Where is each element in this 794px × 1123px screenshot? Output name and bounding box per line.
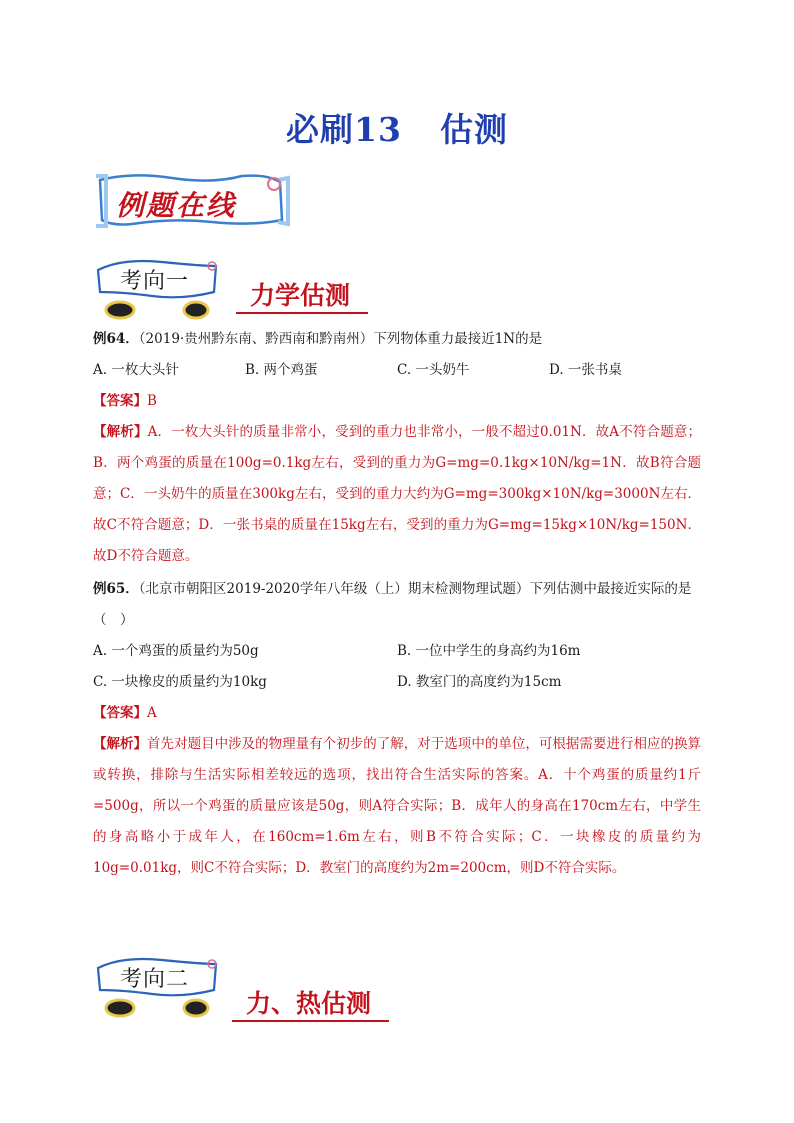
question-stem xyxy=(93,324,701,355)
analysis-label: 【解析】 xyxy=(93,736,148,752)
question-64 xyxy=(93,324,701,572)
badge-text: 考向一 xyxy=(120,269,190,294)
page-title xyxy=(0,104,794,151)
section-title-2: 力、热估测 xyxy=(232,988,389,1022)
options-row xyxy=(93,355,701,386)
badge-text: 考向二 xyxy=(120,967,190,992)
section-badge-2 xyxy=(92,950,232,1022)
title-main: 必刷13 xyxy=(286,110,402,149)
section-title-1: 力学估测 xyxy=(236,280,368,314)
question-stem xyxy=(93,574,701,636)
option-d: D. 一张书桌 xyxy=(549,362,622,378)
question-number: 例65． xyxy=(93,581,139,597)
option-a: A. 一个鸡蛋的质量约为50g xyxy=(93,643,259,659)
options-row xyxy=(93,667,701,698)
analysis xyxy=(93,729,701,884)
option-a: A. 一枚大头针 xyxy=(93,362,179,378)
answer-line xyxy=(93,386,701,417)
option-c: C. 一头奶牛 xyxy=(397,362,470,378)
answer-value: B xyxy=(147,393,157,409)
analysis xyxy=(93,417,701,572)
example-banner xyxy=(92,170,292,232)
title-sub: 估测 xyxy=(439,110,508,149)
question-65 xyxy=(93,574,701,884)
question-text: 下列物体重力最接近1N的是 xyxy=(373,331,543,347)
analysis-label: 【解析】 xyxy=(93,424,148,440)
option-d: D. 教室门的高度约为15cm xyxy=(397,674,562,690)
option-b: B. 一位中学生的身高约为16m xyxy=(397,643,581,659)
answer-label: 【答案】 xyxy=(93,705,147,721)
question-number: 例64． xyxy=(93,331,139,347)
answer-line xyxy=(93,698,701,729)
question-text: 下列估测中最接近实际的是（ ） xyxy=(93,581,692,628)
answer-label: 【答案】 xyxy=(93,393,147,409)
question-source: （北京市朝阳区2019-2020学年八年级（上）期末检测物理试题） xyxy=(138,581,530,597)
banner-text: 例题在线 xyxy=(116,189,237,222)
section-badge-1 xyxy=(92,252,232,324)
option-c: C. 一块橡皮的质量约为10kg xyxy=(93,674,267,690)
analysis-text: 首先对题目中涉及的物理量有个初步的了解，对于选项中的单位，可根据需要进行相应的换算或转换，排除与生活实际相差较远的选项，找出符合生活实际的答案。A．十个鸡蛋的质量约1斤=500g，所以一个鸡蛋的质量应该是50g，则A符合实际；B．成年人的身高在170cm左右，中学生的身高略小于成年人，在160cm=1.6m左右，则B不符合实际；C．一块橡皮的质量约为10g=0.01kg，则C不符合实际；D．教室门的高度约为2m=200cm，则D不符合实际。 xyxy=(93,736,702,876)
answer-value: A xyxy=(147,705,157,721)
option-b: B. 两个鸡蛋 xyxy=(245,362,318,378)
analysis-text: A．一枚大头针的质量非常小，受到的重力也非常小，一般不超过0.01N．故A不符合题意；B．两个鸡蛋的质量在100g=0.1kg左右，受到的重力为G=mg=0.1kg×10N/kg=1N．故B符合题意；C．一头奶牛的质量在300kg左右，受到的重力大约为G=mg=300kg×10N/kg=3000N左右．故C不符合题意；D．一张书桌的质量在15kg左右，受到的重力为G=mg=15kg×10N/kg=150N．故D不符合题意。 xyxy=(93,424,702,564)
question-source: （2019·贵州黔东南、黔西南和黔南州） xyxy=(138,331,374,347)
options-row xyxy=(93,636,701,667)
